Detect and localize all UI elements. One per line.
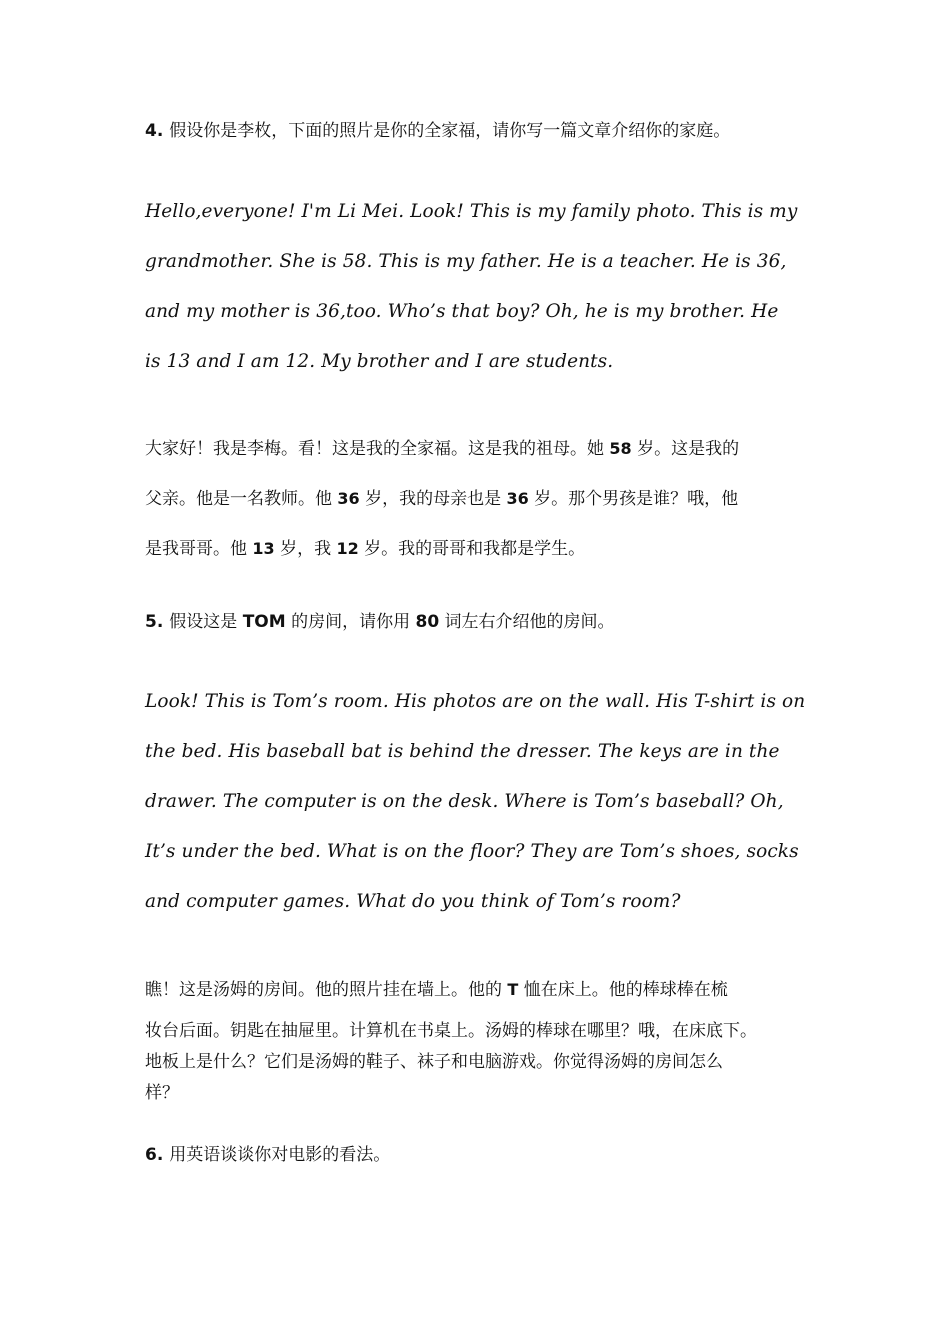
number-span: 58	[609, 439, 632, 458]
text-span: 岁，我的母亲也是	[359, 489, 507, 509]
number-span: 12	[336, 539, 359, 558]
question-number: 4.	[145, 121, 164, 141]
answer-en-line: and computer games. What do you think of Tom’s room?	[145, 891, 681, 912]
answer-en-line: Hello,everyone! I'm Li Mei. Look! This is my family photo. This is my	[145, 201, 798, 222]
question-prompt: 的房间，请你用	[285, 612, 416, 632]
answer-zh-line	[145, 488, 738, 510]
answer-zh-line: 妆台后面。钥匙在抽屉里。计算机在书桌上。汤姆的棒球在哪里？哦，在床底下。	[145, 1021, 757, 1041]
question-5	[145, 611, 615, 633]
question-prompt: 假设这是	[169, 612, 243, 632]
text-span: 瞧！这是汤姆的房间。他的照片挂在墙上。他的	[145, 980, 508, 1000]
text-span: 恤在床上。他的棒球棒在梳	[518, 980, 728, 1000]
question-number: 5.	[145, 612, 164, 632]
number-span: 36	[337, 489, 360, 508]
answer-en-line: the bed. His baseball bat is behind the dresser. The keys are in the	[145, 741, 780, 762]
answer-en-line: grandmother. She is 58. This is my father. He is a teacher. He is 36,	[145, 251, 787, 272]
number-span: 36	[506, 489, 529, 508]
answer-zh-line: 地板上是什么？它们是汤姆的鞋子、袜子和电脑游戏。你觉得汤姆的房间怎么	[145, 1052, 723, 1072]
question-prompt: 假设你是李枚，下面的照片是你的全家福，请你写一篇文章介绍你的家庭。	[169, 121, 731, 141]
letter-span: T	[507, 980, 519, 999]
text-span: 岁。这是我的	[631, 439, 740, 459]
answer-en-line: Look! This is Tom’s room. His photos are on the wall. His T-shirt is on	[145, 691, 806, 712]
text-span: 岁。我的哥哥和我都是学生。	[358, 539, 586, 559]
answer-zh-line	[145, 438, 739, 460]
text-span: 父亲。他是一名教师。他	[145, 489, 338, 509]
question-4	[145, 120, 730, 142]
text-span: 岁。那个男孩是谁？哦，他	[528, 489, 739, 509]
text-span: 是我哥哥。他	[145, 539, 253, 559]
answer-en-line: It’s under the bed. What is on the floor? They are Tom’s shoes, socks	[145, 841, 799, 862]
text-span: 大家好！我是李梅。看！这是我的全家福。这是我的祖母。她	[145, 439, 610, 459]
question-6	[145, 1144, 390, 1166]
answer-en-line: and my mother is 36,too. Who’s that boy? Oh, he is my brother. He	[145, 301, 779, 322]
answer-en-line: is 13 and I am 12. My brother and I are students.	[145, 351, 614, 372]
answer-zh-line	[145, 979, 728, 1001]
question-prompt: 词左右介绍他的房间。	[439, 612, 615, 632]
answer-en-line: drawer. The computer is on the desk. Where is Tom’s baseball? Oh,	[145, 791, 784, 812]
name-highlight: TOM	[242, 612, 286, 632]
number-span: 13	[252, 539, 275, 558]
answer-zh-line	[145, 538, 585, 560]
answer-zh-line: 样？	[145, 1083, 179, 1103]
question-number: 6.	[145, 1145, 164, 1165]
text-span: 岁，我	[274, 539, 337, 559]
question-prompt: 用英语谈谈你对电影的看法。	[169, 1145, 391, 1165]
count-highlight: 80	[415, 612, 440, 632]
